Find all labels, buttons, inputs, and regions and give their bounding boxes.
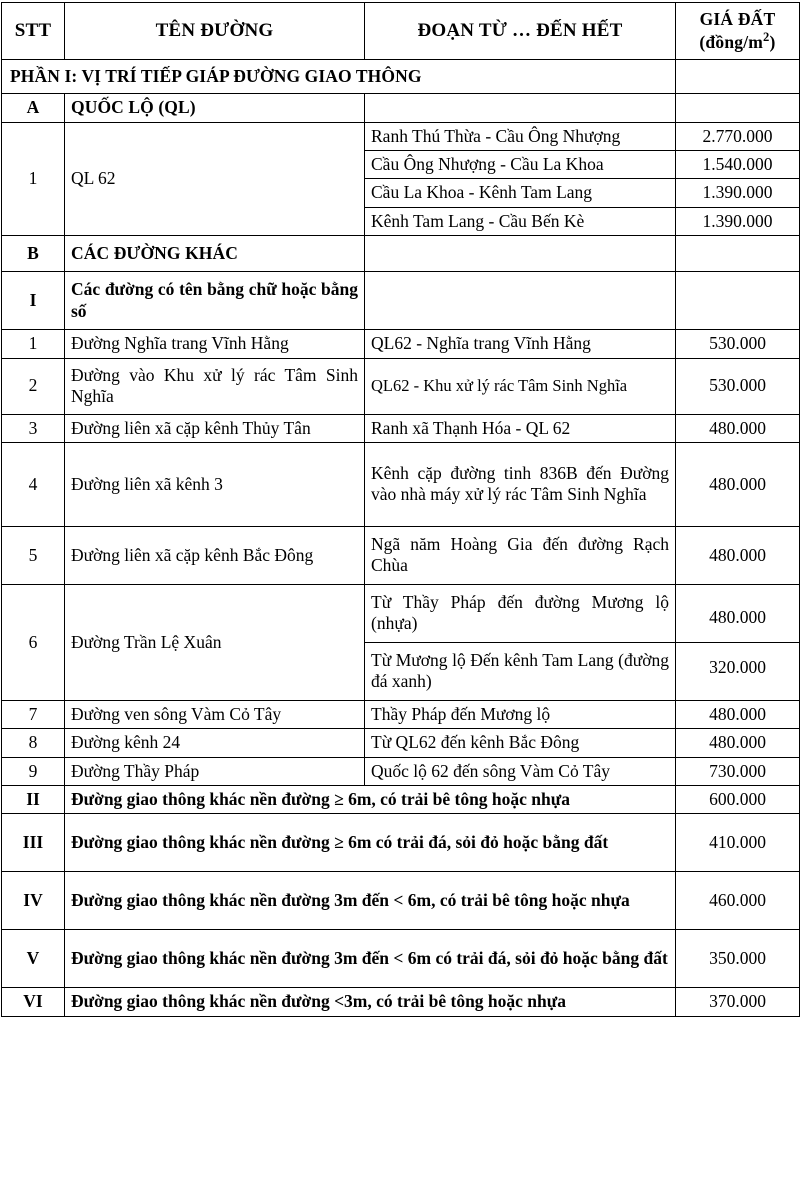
group-i-price-empty [676, 272, 800, 330]
road-3-name: Đường liên xã cặp kênh Thủy Tân [65, 414, 365, 442]
category-ii-description: Đường giao thông khác nền đường ≥ 6m, có trải bê tông hoặc nhựa [65, 785, 676, 813]
road-9-segment: Quốc lộ 62 đến sông Vàm Cỏ Tây [365, 757, 676, 785]
column-header-stt: STT [2, 3, 65, 60]
section-a-title: QUỐC LỘ (QL) [65, 94, 365, 122]
road-8-stt: 8 [2, 729, 65, 757]
road-4-price: 480.000 [676, 442, 800, 526]
table-row [2, 584, 800, 642]
road-8-name: Đường kênh 24 [65, 729, 365, 757]
ql62-stt: 1 [2, 122, 65, 235]
section-a-price-empty [676, 94, 800, 122]
road-6-name: Đường Trần Lệ Xuân [65, 584, 365, 700]
column-header-price [676, 3, 800, 60]
section-a-label: A [2, 94, 65, 122]
ql62-price-3: 1.390.000 [676, 179, 800, 207]
category-iv-label: IV [2, 872, 65, 930]
table-row [2, 330, 800, 358]
ql62-segment-4: Kênh Tam Lang - Cầu Bến Kè [365, 207, 676, 235]
column-header-price-line1: GIÁ ĐẤT [699, 9, 776, 29]
section-b-row [2, 235, 800, 271]
road-2-price: 530.000 [676, 358, 800, 414]
ql62-segment-3: Cầu La Khoa - Kênh Tam Lang [365, 179, 676, 207]
road-2-stt: 2 [2, 358, 65, 414]
road-7-stt: 7 [2, 700, 65, 728]
road-3-stt: 3 [2, 414, 65, 442]
group-i-row [2, 272, 800, 330]
table-row [2, 442, 800, 526]
section-b-price-empty [676, 235, 800, 271]
road-4-stt: 4 [2, 442, 65, 526]
road-3-segment: Ranh xã Thạnh Hóa - QL 62 [365, 414, 676, 442]
ql62-name: QL 62 [65, 122, 365, 235]
road-6-price-2: 320.000 [676, 642, 800, 700]
land-price-table [1, 2, 800, 1017]
table-row [2, 122, 800, 150]
category-iii-description: Đường giao thông khác nền đường ≥ 6m có trải đá, sỏi đỏ hoặc bằng đất [65, 814, 676, 872]
column-header-price-unit [680, 30, 795, 53]
category-vi-label: VI [2, 988, 65, 1016]
road-9-stt: 9 [2, 757, 65, 785]
category-vi-description: Đường giao thông khác nền đường <3m, có trải bê tông hoặc nhựa [65, 988, 676, 1016]
table-row [2, 526, 800, 584]
road-5-segment: Ngã năm Hoàng Gia đến đường Rạch Chùa [365, 526, 676, 584]
road-2-name: Đường vào Khu xử lý rác Tâm Sinh Nghĩa [65, 358, 365, 414]
category-ii-price: 600.000 [676, 785, 800, 813]
road-1-price: 530.000 [676, 330, 800, 358]
category-vi-price: 370.000 [676, 988, 800, 1016]
ql62-price-1: 2.770.000 [676, 122, 800, 150]
category-iii-price: 410.000 [676, 814, 800, 872]
section-a-segment-empty [365, 94, 676, 122]
road-7-name: Đường ven sông Vàm Cỏ Tây [65, 700, 365, 728]
ql62-segment-2: Cầu Ông Nhượng - Cầu La Khoa [365, 150, 676, 178]
road-4-segment: Kênh cặp đường tinh 836B đến Đường vào nhà máy xử lý rác Tâm Sinh Nghĩa [365, 442, 676, 526]
category-v-label: V [2, 930, 65, 988]
road-6-stt: 6 [2, 584, 65, 700]
road-6-segment-2: Từ Mương lộ Đến kênh Tam Lang (đường đá xanh) [365, 642, 676, 700]
table-row [2, 757, 800, 785]
road-4-name: Đường liên xã kênh 3 [65, 442, 365, 526]
part-i-price-empty [676, 59, 800, 93]
land-price-table-page [0, 2, 800, 1182]
road-8-price: 480.000 [676, 729, 800, 757]
ql62-price-4: 1.390.000 [676, 207, 800, 235]
category-v-description: Đường giao thông khác nền đường 3m đến < 6m có trải đá, sỏi đỏ hoặc bằng đất [65, 930, 676, 988]
ql62-price-2: 1.540.000 [676, 150, 800, 178]
category-iv-price: 460.000 [676, 872, 800, 930]
road-5-stt: 5 [2, 526, 65, 584]
road-8-segment: Từ QL62 đến kênh Bắc Đông [365, 729, 676, 757]
section-b-title: CÁC ĐƯỜNG KHÁC [65, 235, 365, 271]
part-i-title: PHẦN I: VỊ TRÍ TIẾP GIÁP ĐƯỜNG GIAO THÔNG [2, 59, 676, 93]
column-header-segment: ĐOẠN TỪ … ĐẾN HẾT [365, 3, 676, 60]
road-6-segment-1: Từ Thầy Pháp đến đường Mương lộ (nhựa) [365, 584, 676, 642]
part-i-row [2, 59, 800, 93]
table-row [2, 988, 800, 1016]
table-header-row [2, 3, 800, 60]
price-unit-prefix: (đồng/m [699, 31, 764, 52]
road-7-price: 480.000 [676, 700, 800, 728]
column-header-road-name: TÊN ĐƯỜNG [65, 3, 365, 60]
road-1-stt: 1 [2, 330, 65, 358]
section-b-label: B [2, 235, 65, 271]
road-2-segment: QL62 - Khu xử lý rác Tâm Sinh Nghĩa [365, 358, 676, 414]
road-9-price: 730.000 [676, 757, 800, 785]
table-row [2, 872, 800, 930]
price-unit-superscript: 2 [763, 30, 770, 44]
section-b-segment-empty [365, 235, 676, 271]
category-iv-description: Đường giao thông khác nền đường 3m đến < 6m, có trải bê tông hoặc nhựa [65, 872, 676, 930]
road-5-name: Đường liên xã cặp kênh Bắc Đông [65, 526, 365, 584]
table-row [2, 700, 800, 728]
table-row [2, 930, 800, 988]
table-row [2, 414, 800, 442]
ql62-segment-1: Ranh Thú Thừa - Cầu Ông Nhượng [365, 122, 676, 150]
road-3-price: 480.000 [676, 414, 800, 442]
category-v-price: 350.000 [676, 930, 800, 988]
road-5-price: 480.000 [676, 526, 800, 584]
table-row [2, 729, 800, 757]
category-iii-label: III [2, 814, 65, 872]
road-6-price-1: 480.000 [676, 584, 800, 642]
price-unit-suffix: ) [769, 31, 776, 52]
table-row [2, 358, 800, 414]
category-ii-label: II [2, 785, 65, 813]
group-i-title: Các đường có tên bằng chữ hoặc bằng số [65, 272, 365, 330]
road-9-name: Đường Thầy Pháp [65, 757, 365, 785]
table-row [2, 814, 800, 872]
road-7-segment: Thầy Pháp đến Mương lộ [365, 700, 676, 728]
group-i-segment-empty [365, 272, 676, 330]
road-1-segment: QL62 - Nghĩa trang Vĩnh Hằng [365, 330, 676, 358]
road-1-name: Đường Nghĩa trang Vĩnh Hằng [65, 330, 365, 358]
section-a-row [2, 94, 800, 122]
table-row [2, 785, 800, 813]
group-i-label: I [2, 272, 65, 330]
